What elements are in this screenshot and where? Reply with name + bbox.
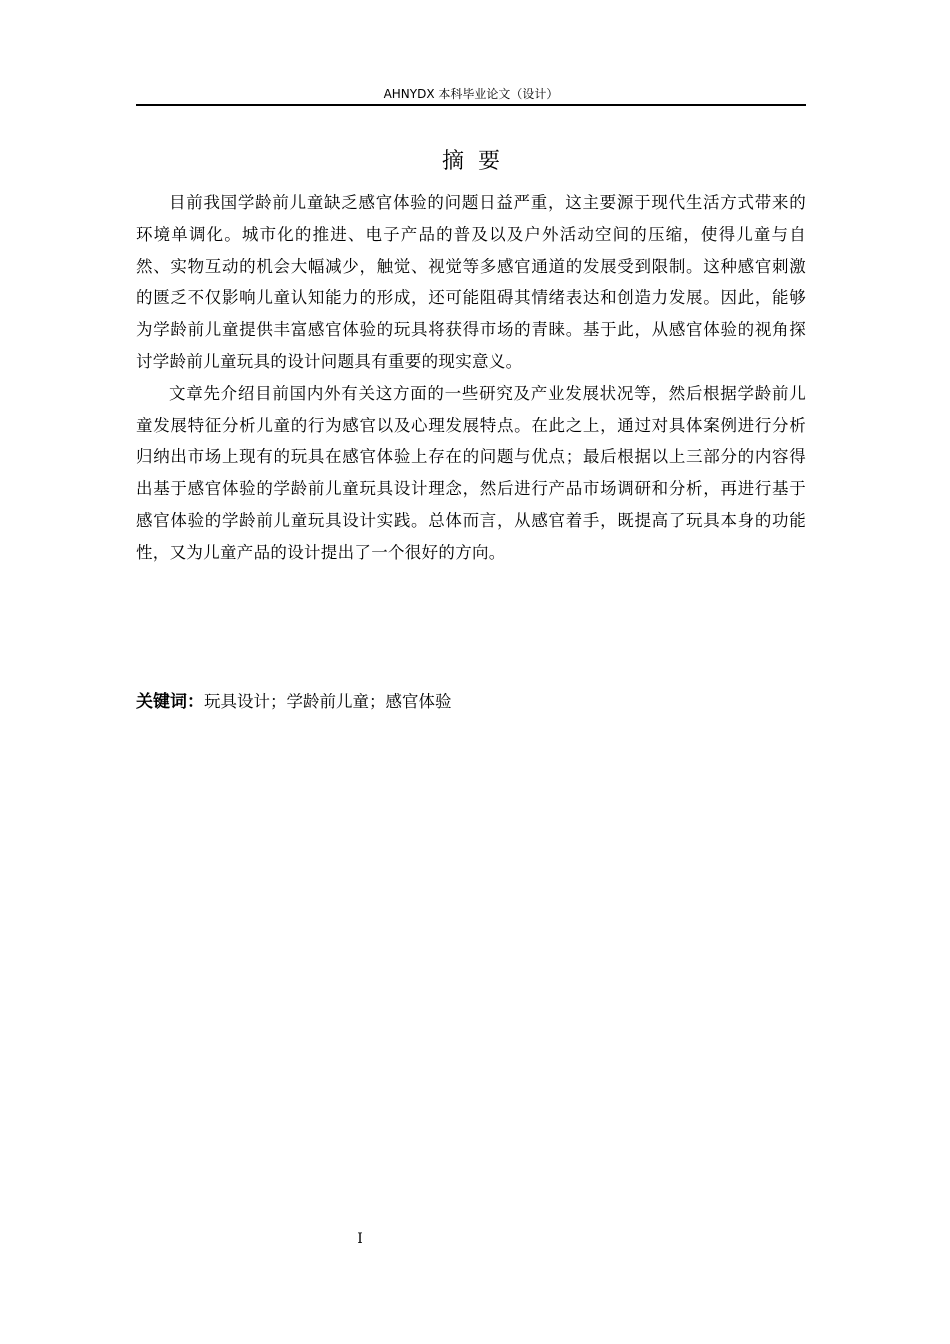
header-rule	[136, 104, 806, 106]
keywords-label: 关键词：	[136, 692, 204, 712]
abstract-body	[136, 187, 806, 569]
page-number: I	[357, 1231, 363, 1247]
abstract-title: 摘要	[441, 149, 514, 174]
keywords-value: 玩具设计；学龄前儿童；感官体验	[204, 692, 452, 711]
running-header: AHNYDX 本科毕业论文（设计）	[383, 87, 559, 101]
abstract-paragraph-1: 目前我国学龄前儿童缺乏感官体验的问题日益严重，这主要源于现代生活方式带来的环境单调化。城市化的推进、电子产品的普及以及户外活动空间的压缩，使得儿童与自然、实物互动的机会大幅减少，触觉、视觉等多感官通道的发展受到限制。这种感官刺激的匮乏不仅影响儿童认知能力的形成，还可能阻碍其情绪表达和创造力发展。因此，能够为学龄前儿童提供丰富感官体验的玩具将获得市场的青睐。基于此，从感官体验的视角探讨学龄前儿童玩具的设计问题具有重要的现实意义。	[136, 193, 806, 371]
abstract-paragraph-2: 文章先介绍目前国内外有关这方面的一些研究及产业发展状况等，然后根据学龄前儿童发展特征分析儿童的行为感官以及心理发展特点。在此之上，通过对具体案例进行分析归纳出市场上现有的玩具在感官体验上存在的问题与优点；最后根据以上三部分的内容得出基于感官体验的学龄前儿童玩具设计理念，然后进行产品市场调研和分析，再进行基于感官体验的学龄前儿童玩具设计实践。总体而言，从感官着手，既提高了玩具本身的功能性，又为儿童产品的设计提出了一个很好的方向。	[136, 383, 806, 562]
keywords	[136, 688, 806, 716]
